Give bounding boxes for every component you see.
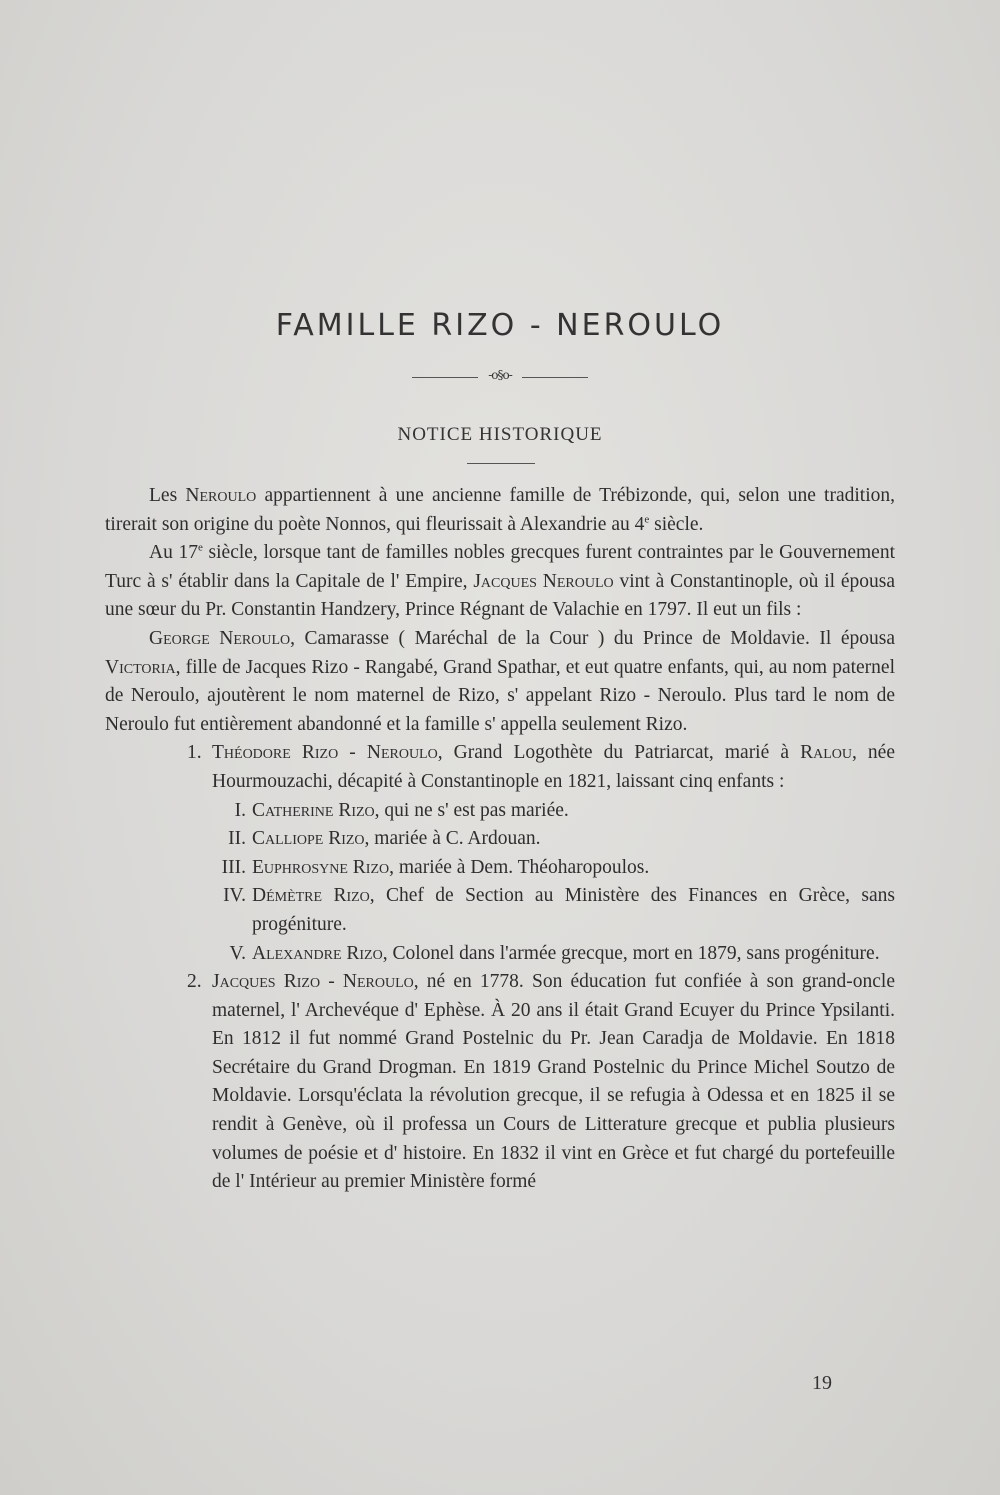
paragraph-3 [105, 625, 895, 739]
body-text [105, 482, 895, 1197]
sub-list-item [105, 797, 895, 826]
text-run: , Colonel dans l'armée grecque, mort en 1879, sans progéniture. [382, 942, 880, 964]
person-name: Euphrosyne Rizo [252, 856, 390, 878]
sub-list-item [105, 825, 895, 854]
family-name: Neroulo [185, 485, 257, 506]
list-number: 2. [187, 971, 202, 993]
ornament-line-left [412, 377, 478, 378]
page-number: 19 [812, 1372, 832, 1394]
text-run: appartiennent à une ancienne famille de Trébizonde, qui, selon une tradition, tirerait son origine du poète Nonnos, qui fleurissait à Alexandrie au 4 [105, 485, 896, 535]
paragraph-2 [105, 539, 895, 625]
text-run: siècle, lorsque tant de familles nobles grecques furent contraintes par le Gouvernement Turc à s' établir dans la Capitale de l' Empire, [105, 542, 895, 592]
text-run: vint à Constantinople, où il épousa une sœur du Pr. Constantin Handzery, Prince Régnant de Valachie en 1797. Il eut un fils : [105, 570, 895, 621]
section-subtitle: NOTICE HISTORIQUE [397, 424, 603, 445]
title-ornament [412, 368, 588, 382]
subtitle-rule [467, 463, 535, 464]
ornament-glyph: -o§o- [488, 368, 512, 382]
list-item [105, 739, 895, 796]
list-item [105, 968, 895, 1197]
text-run: siècle. [649, 513, 704, 535]
sub-list-item [105, 882, 895, 939]
sub-list-item [105, 940, 895, 969]
text-run: , mariée à Dem. Théoharopoulos. [389, 856, 650, 878]
superscript: e [644, 513, 650, 526]
text-run: , Chef de Section au Ministère des Finances en Grèce, sans progéniture. [252, 885, 896, 935]
sub-list-number: III. [221, 856, 246, 878]
list-number: 1. [187, 742, 202, 764]
text-run: , mariée à C. Ardouan. [364, 828, 541, 850]
person-name: Jacques Rizo - Neroulo [212, 971, 414, 993]
sub-list-number: I. [234, 799, 246, 821]
text-run: , Grand Logothète du Patriarcat, marié à [437, 742, 801, 764]
sub-list-number: II. [228, 828, 246, 850]
person-name: Ralou [800, 742, 852, 764]
text-run: , née Hourmouzachi, décapité à Constantinople en 1821, laissant cinq enfants : [212, 742, 895, 792]
paragraph-1 [105, 482, 895, 539]
person-name: Victoria [105, 656, 176, 678]
person-name: George Neroulo [149, 627, 291, 649]
ornament-line-right [522, 377, 588, 378]
person-name: Calliope Rizo [252, 828, 365, 850]
page-title: FAMILLE RIZO - NEROULO [275, 308, 725, 343]
sub-list-number: V. [229, 942, 246, 964]
text-run: Les [149, 485, 186, 506]
text-run: , né en 1778. Son éducation fut confiée à son grand-oncle maternel, l' Archevéque d' Ephèse. À 20 ans il était Grand Ecuyer du Prince Ypsilanti. En 1812 il fut nommé Grand Postelnic du Pr. Jean Caradja de Moldavie. En 1818 Secrétaire du Grand Drogman. En 1819 Grand Postelnic du Prince Michel Soutzo de Moldavie. Lorsqu'éclata la révolution grecque, il se refugia à Odessa et en 1825 il se rendit à Genève, où il professa un Cours de Litterature grecque et publia plusieurs volumes de poésie et d' histoire. En 1832 il vint en Grèce et fut chargé du portefeuille de l' Intérieur au premier Ministère formé [212, 971, 895, 1193]
person-name: Démètre Rizo [252, 885, 370, 907]
text-run: , qui ne s' est pas mariée. [374, 799, 569, 821]
text-run: , fille de Jacques Rizo - Rangabé, Grand Spathar, et eut quatre enfants, qui, au nom paternel de Neroulo, ajoutèrent le nom maternel de Rizo, s' appelant Rizo - Neroulo. Plus tard le nom de Neroulo fut entièrement abandonné et la famille s' appella seulement Rizo. [105, 656, 895, 735]
sub-list-item [105, 854, 895, 883]
sub-list-number: IV. [223, 885, 246, 907]
person-name: Jacques Neroulo [473, 570, 614, 592]
superscript: e [197, 541, 203, 554]
text-run: , Camarasse ( Maréchal de la Cour ) du Prince de Moldavie. Il épousa [290, 627, 895, 649]
person-name: Théodore Rizo - Neroulo [212, 742, 438, 764]
person-name: Catherine Rizo [252, 799, 375, 821]
person-name: Alexandre Rizo [252, 942, 383, 964]
text-run: Au 17 [149, 542, 198, 564]
